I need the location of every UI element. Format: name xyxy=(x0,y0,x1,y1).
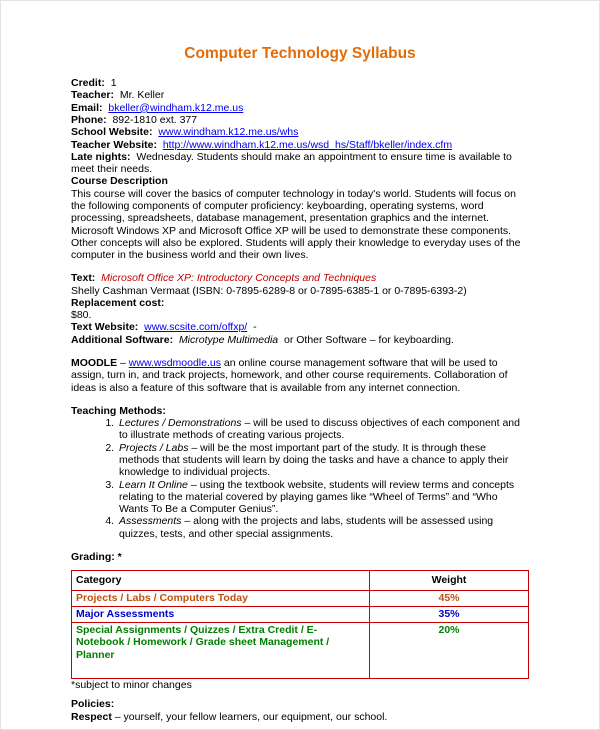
moodle-link[interactable]: www.wsdmoodle.us xyxy=(128,357,221,370)
email-line xyxy=(71,102,529,114)
phone-label: Phone: xyxy=(71,113,107,126)
credit-line xyxy=(71,77,529,89)
teacher-value: Mr. Keller xyxy=(119,89,165,102)
method-text: – will be the most important part of the study. It is through these methods that students will learn by doing the tasks and have a chance to apply their knowledge to individual projects. xyxy=(119,441,509,479)
school-website-label: School Website: xyxy=(71,126,153,139)
weight-cell: 45% xyxy=(370,590,529,606)
school-website-link[interactable]: www.windham.k12.me.us/whs xyxy=(158,126,299,139)
grading-footnote: *subject to minor changes xyxy=(71,679,192,692)
method-title: Projects / Labs xyxy=(119,441,189,454)
additional-software-name: Microtype Multimedia xyxy=(178,333,279,346)
text-label: Text: xyxy=(71,272,96,285)
isbn-text: Shelly Cashman Vermaat (ISBN: 0-7895-6289-8 or 0-7895-6385-1 or 0-7895-6393-2) xyxy=(71,284,467,297)
respect-label: Respect xyxy=(71,710,112,723)
isbn-line xyxy=(71,285,529,310)
weight-cell: 20% xyxy=(370,623,529,679)
text-website-link[interactable]: www.scsite.com/offxp/ xyxy=(144,321,248,334)
late-nights-line xyxy=(71,151,529,176)
additional-software-rest: or Other Software – for keyboarding. xyxy=(283,333,454,346)
method-text: – will be used to discuss objectives of each component and to illustrate methods of creating various projects. xyxy=(119,417,520,442)
list-item xyxy=(117,442,529,479)
grading-heading: Grading: * xyxy=(71,550,122,563)
teacher-website-line xyxy=(71,139,529,151)
school-website-line xyxy=(71,126,529,138)
grading-table xyxy=(71,570,529,679)
respect-text: – yourself, your fellow learners, our equipment, our school. xyxy=(114,710,388,723)
phone-value: 892-1810 ext. 377 xyxy=(112,113,198,126)
credit-label: Credit: xyxy=(71,77,105,90)
moodle-text: an online course management software that will be used to assign, turn in, and track projects, homework, and other course requirements. Collaboration of ideas is also a feature of this software that is available from any internet connection. xyxy=(71,357,508,394)
replacement-cost-value: $80. xyxy=(71,309,92,322)
page-title: Computer Technology Syllabus xyxy=(184,45,416,62)
category-cell: Projects / Labs / Computers Today xyxy=(72,590,370,606)
category-cell: Special Assignments / Quizzes / Extra Credit / E-Notebook / Homework / Grade sheet Management / Planner xyxy=(72,623,370,679)
phone-line xyxy=(71,114,529,126)
table-row xyxy=(72,623,529,679)
late-nights-label: Late nights: xyxy=(71,150,131,163)
teacher-website-label: Teacher Website: xyxy=(71,138,157,151)
moodle-label: MOODLE xyxy=(71,357,118,370)
weight-cell: 35% xyxy=(370,606,529,622)
moodle-paragraph xyxy=(71,357,529,394)
table-header-row xyxy=(72,571,529,590)
teacher-website-link[interactable]: http://www.windham.k12.me.us/wsd_hs/Staff/bkeller/index.cfm xyxy=(162,138,453,151)
teacher-label: Teacher: xyxy=(71,89,114,102)
teaching-methods-list xyxy=(71,417,529,540)
text-website-label: Text Website: xyxy=(71,321,139,334)
moodle-dash: – xyxy=(120,357,126,370)
method-title: Lectures / Demonstrations xyxy=(119,417,242,430)
credit-value: 1 xyxy=(110,77,117,90)
email-link[interactable]: bkeller@windham.k12.me.us xyxy=(108,101,244,114)
category-header: Category xyxy=(72,571,370,590)
table-row xyxy=(72,606,529,622)
text-website-line xyxy=(71,321,529,333)
list-item xyxy=(117,479,529,516)
method-text: – along with the projects and labs, students will be assessed using quizzes, tests, and other special assignments. xyxy=(119,515,494,540)
table-row xyxy=(72,590,529,606)
method-title: Assessments xyxy=(119,515,182,528)
policies-heading: Policies: xyxy=(71,698,115,711)
method-title: Learn It Online xyxy=(119,478,188,491)
book-title: Microsoft Office XP: Introductory Concepts and Techniques xyxy=(101,272,377,285)
respect-line xyxy=(71,711,529,723)
text-website-after: - xyxy=(253,321,257,334)
course-description-body: This course will cover the basics of computer technology in today's world. Students will focus on the following components of computer proficiency: keyboarding, operating systems, word processing, spreadsheets, database management, presentation graphics and the internet. Microsoft Windows XP and Microsoft Office XP will be used to demonstrate these components. Other concepts will also be explored. Students will apply their knowledge to everyday uses of the computer in the business world and their own lives. xyxy=(71,187,521,262)
weight-header: Weight xyxy=(370,571,529,590)
email-label: Email: xyxy=(71,101,103,114)
list-item xyxy=(117,417,529,442)
teaching-methods-heading: Teaching Methods: xyxy=(71,404,166,417)
method-text: – using the textbook website, students will review terms and concepts relating to the material covered by playing games like “Wheel of Terms” and “Who Wants To Be a Computer Genius”. xyxy=(119,478,515,516)
additional-software-label: Additional Software: xyxy=(71,333,174,346)
late-nights-value: Wednesday. Students should make an appointment to ensure time is available to meet their needs. xyxy=(71,150,512,176)
course-description-heading: Course Description xyxy=(71,175,168,188)
list-item xyxy=(117,515,529,540)
replacement-cost-label: Replacement cost: xyxy=(71,296,165,309)
text-line xyxy=(71,272,529,284)
additional-software-line xyxy=(71,334,529,346)
category-cell: Major Assessments xyxy=(72,606,370,622)
teacher-line xyxy=(71,89,529,101)
